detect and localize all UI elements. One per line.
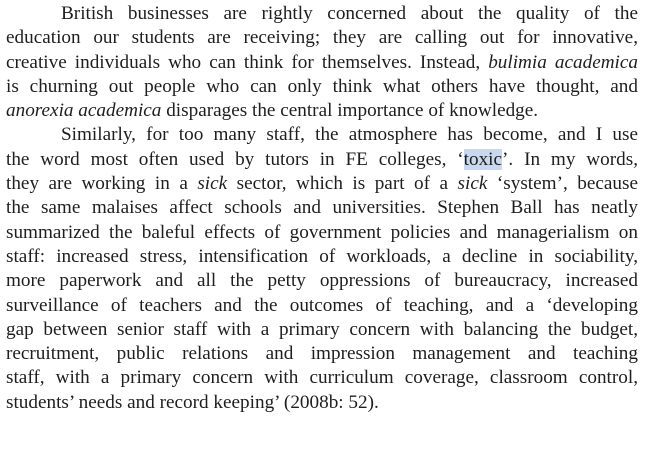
text-run: the word most often used by tutors in FE colleges, ‘ — [6, 148, 464, 170]
text-line — [6, 148, 638, 172]
text-line — [6, 196, 638, 220]
text-line — [6, 294, 638, 318]
text-run: staff, with a primary concern with curriculum coverage, classroom control, — [6, 367, 638, 389]
text-run: disparages the central importance of knowledge. — [161, 100, 539, 122]
text-line — [6, 123, 638, 147]
text-line — [6, 318, 638, 342]
text-run: Similarly, for too many staff, the atmosphere has become, and I use — [61, 124, 638, 146]
text-line — [6, 269, 638, 293]
text-run: students’ needs and record keeping’ (2008b: 52). — [6, 391, 379, 413]
text-run: British businesses are rightly concerned about the quality of the — [61, 3, 638, 24]
text-run: more paperwork and all the petty oppressions of bureaucracy, increased — [6, 270, 638, 292]
text-line — [6, 245, 638, 269]
document-page — [6, 2, 638, 415]
text-line — [6, 51, 638, 75]
text-run: sector, which is part of a — [227, 173, 458, 195]
text-run: ’. In my words, — [502, 148, 638, 170]
italic-term: bulimia academica — [488, 51, 639, 73]
text-run: gap between senior staff with a primary concern with balancing the budget, — [6, 318, 638, 340]
text-run: ‘system’, because — [487, 173, 638, 195]
text-line — [6, 26, 638, 50]
text-run: education our students are receiving; they are calling out for innovative, — [6, 27, 638, 49]
text-run: surveillance of teachers and the outcomes of teaching, and a ‘developing — [6, 294, 638, 316]
text-line — [6, 221, 638, 245]
text-run: creative individuals who can think for themselves. Instead, — [6, 51, 489, 73]
italic-term: anorexia academica — [6, 100, 162, 122]
text-run: summarized the baleful effects of government policies and managerialism on — [6, 221, 638, 243]
italic-term: sick — [197, 173, 228, 195]
text-line — [6, 75, 638, 99]
text-run: they are working in a — [6, 173, 198, 195]
body-text — [6, 2, 638, 415]
text-line — [6, 366, 638, 390]
text-run: recruitment, public relations and impression management and teaching — [6, 343, 638, 365]
text-run: staff: increased stress, intensification of workloads, a decline in sociability, — [6, 245, 638, 267]
text-run: is churning out people who can only think what others have thought, and — [6, 75, 638, 97]
highlighted-word[interactable]: toxic — [463, 148, 503, 170]
text-run: the same malaises affect schools and universities. Stephen Ball has neatly — [6, 197, 638, 219]
text-line — [6, 391, 638, 415]
italic-term: sick — [457, 173, 488, 195]
text-line — [6, 2, 638, 26]
text-line — [6, 172, 638, 196]
text-line — [6, 99, 638, 123]
text-line — [6, 342, 638, 366]
